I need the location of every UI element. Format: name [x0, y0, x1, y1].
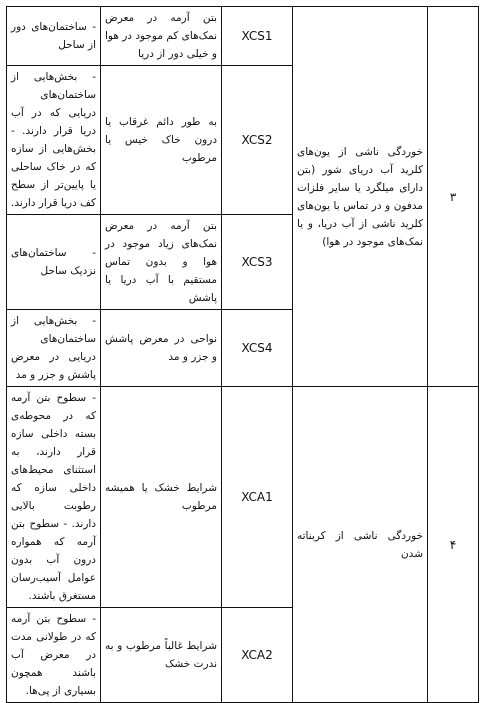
class-condition: شرایط غالباً مرطوب و به ندرت خشک	[101, 608, 222, 703]
class-code: XCS2	[222, 66, 293, 215]
table-row	[7, 7, 479, 66]
class-examples: - سطوح بتن آرمه که در محوطه‌ی بسته داخلی سازه قرار دارند، به استثنای محیط‌های داخلی سازه که رطوبت بالایی دارند. - سطوح بتن آرمه که همواره درون آب بدون عوامل آسیب‌رسان مستغرق باشند.	[7, 387, 101, 608]
table-row	[7, 387, 479, 608]
exposure-class-table	[6, 6, 479, 703]
class-examples: - بخش‌هایی از ساختمان‌های دریایی که در آب دریا قرار دارند. - بخش‌هایی از سازه که در خاک ساحلی یا پایین‌تر از سطح کف دریا قرار دارند.	[7, 66, 101, 215]
exposure-type: خوردگی ناشی از کربناته شدن	[293, 387, 428, 703]
class-code: XCS3	[222, 215, 293, 310]
class-code: XCS1	[222, 7, 293, 66]
class-condition: بتن آرمه در معرض نمک‌های زیاد موجود در هوا و بدون تماس مستقیم با آب دریا یا پاشش	[101, 215, 222, 310]
class-condition: نواحی در معرض پاشش و جزر و مد	[101, 310, 222, 387]
group-number: ۴	[428, 387, 479, 703]
class-condition: بتن آرمه در معرض نمک‌های کم موجود در هوا و خیلی دور از دریا	[101, 7, 222, 66]
exposure-type: خوردگی ناشی از یون‌های کلرید آب دریای شور (بتن دارای میلگرد یا سایر فلزات مدفون و در تماس با یون‌های کلرید ناشی از آب دریا، و یا نمک‌های موجود در هوا)	[293, 7, 428, 387]
class-condition: به طور دائم غرقاب یا درون خاک خیس یا مرطوب	[101, 66, 222, 215]
class-examples: - سطوح بتن آرمه که در طولانی مدت در معرض آب باشند همچون بسیاری از پی‌ها.	[7, 608, 101, 703]
class-code: XCA1	[222, 387, 293, 608]
class-code: XCS4	[222, 310, 293, 387]
class-condition: شرایط خشک یا همیشه مرطوب	[101, 387, 222, 608]
group-number: ۳	[428, 7, 479, 387]
class-examples: - ساختمان‌های نزدیک ساحل	[7, 215, 101, 310]
class-examples: - بخش‌هایی از ساختمان‌های دریایی در معرض پاشش و جزر و مد	[7, 310, 101, 387]
class-code: XCA2	[222, 608, 293, 703]
class-examples: - ساختمان‌های دور از ساحل	[7, 7, 101, 66]
